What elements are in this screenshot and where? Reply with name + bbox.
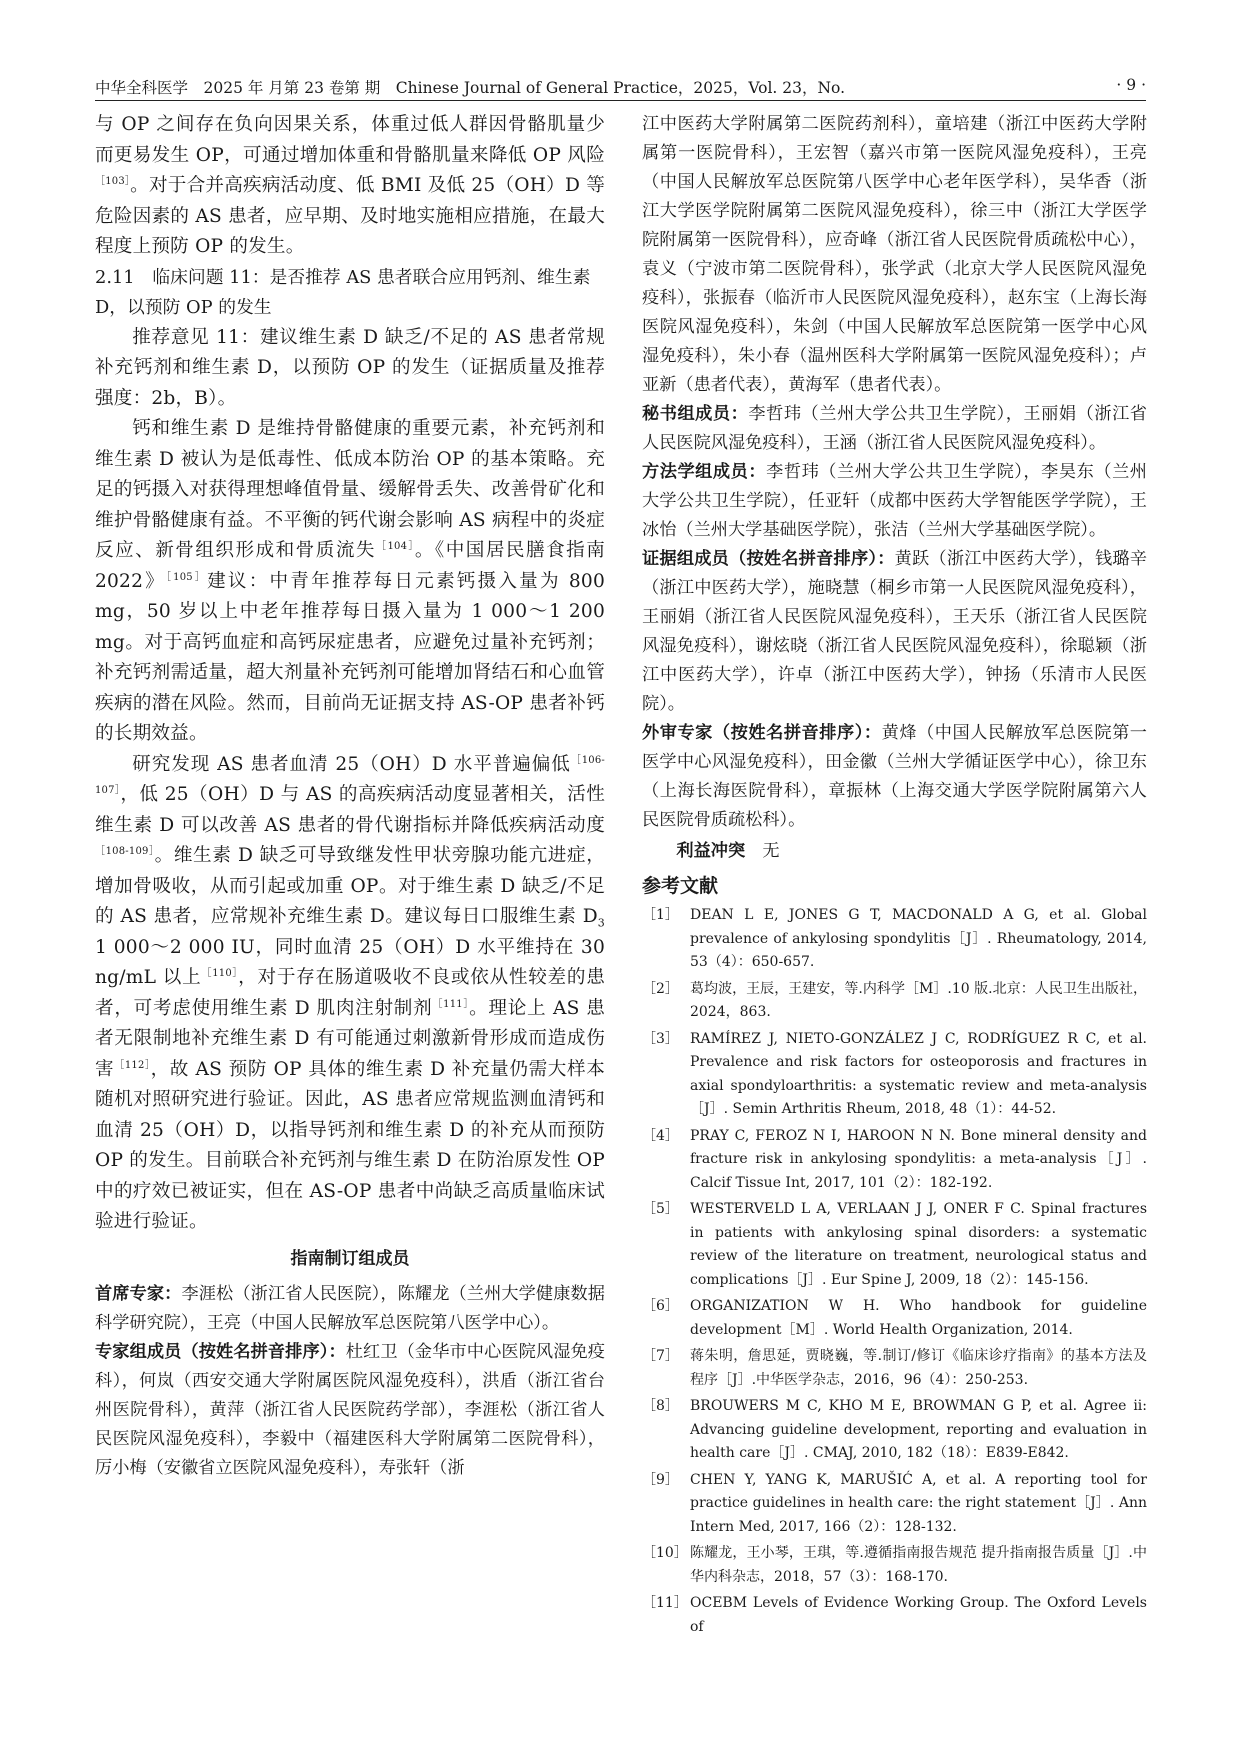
reference-text: BROUWERS M C, KHO M E, BROWMAN G P, et al. Agree ii: Advancing guideline development, reporting and evaluation in health care［J］. CMAJ, 2010, 182（18）：E839-E842.: [690, 1398, 1147, 1461]
expert-group-continued: 江中医药大学附属第二医院药剂科），童培建（浙江中医药大学附属第一医院骨科），王宏智（嘉兴市第一医院风湿免疫科），王亮（中国人民解放军总医院第八医学中心老年医学科），吴华香（浙江大学医学院附属第二医院风湿免疫科），徐三中（浙江大学医学院附属第一医院骨科），应奇峰（浙江省人民医院骨质疏松中心），袁义（宁波市第二医院骨科），张学武（北京大学人民医院风湿免疫科），张振春（临沂市人民医院风湿免疫科），赵东宝（上海长海医院风湿免疫科），朱剑（中国人民解放军总医院第一医学中心风湿免疫科），朱小春（温州医科大学附属第一医院风湿免疫科）；卢亚新（患者代表），黄海军（患者代表）。: [642, 114, 1147, 395]
left-column: [95, 110, 605, 1483]
reference-number: ［1］: [642, 907, 679, 923]
external-reviewers: 外审专家（按姓名拼音排序）：黄烽（中国人民解放军总医院第一医学中心风湿免疫科），田金徽（兰州大学循证医学中心），徐卫东（上海长海医院骨科），章振林（上海交通大学医学院附属第六人民医院骨质疏松科）。: [642, 723, 1147, 830]
reference-item: [642, 1592, 1147, 1639]
reference-number: ［4］: [642, 1127, 679, 1144]
reference-item: [642, 978, 1147, 1025]
right-column: [642, 110, 1147, 1642]
recommendation: 推荐意见 11：建议维生素 D 缺乏/不足的 AS 患者常规补充钙剂和维生素 D，以预防 OP 的发生（证据质量及推荐强度：2b，B）。: [95, 326, 605, 409]
reference-number: ［11］: [642, 1595, 688, 1611]
reference-item: [642, 1345, 1147, 1392]
reference-item: [642, 1198, 1147, 1292]
reference-text: 蒋朱明，詹思延，贾晓巍，等.制订/修订《临床诊疗指南》的基本方法及程序［J］.中华医学杂志，2016，96（4）：250-253.: [690, 1348, 1147, 1388]
citation[interactable]: ［110］: [201, 967, 239, 979]
reference-item: [642, 1295, 1147, 1342]
reference-text: CHEN Y, YANG K, MARUŠIĆ A, et al. A reporting tool for practice guidelines in health care: the right statement［J］. Ann Intern Med, 2017, 166（2）：128-132.: [690, 1471, 1147, 1535]
citation[interactable]: ［111］: [432, 998, 470, 1010]
reference-text: ORGANIZATION W H. Who handbook for guideline development［M］. World Health Organization, 2014.: [690, 1298, 1147, 1338]
reference-item: [642, 1542, 1147, 1589]
citation[interactable]: ［108-109］: [95, 845, 155, 857]
citation[interactable]: ［105］: [165, 571, 208, 583]
journal-info: 中华全科医学 2025 年 月第 23 卷第 期 Chinese Journal of General Practice，2025，Vol. 23，No.: [95, 79, 846, 97]
reference-text: PRAY C, FEROZ N I, HAROON N N. Bone mineral density and fracture risk in ankylosing spondylitis: a meta-analysis［J］. Calcif Tissue Int, 2017, 101（2）：182-192.: [690, 1127, 1147, 1191]
reference-number: ［3］: [642, 1030, 679, 1047]
reference-item: [642, 1395, 1147, 1466]
reference-item: [642, 1028, 1147, 1122]
reference-number: ［7］: [642, 1348, 679, 1364]
reference-number: ［2］: [642, 980, 679, 997]
reference-number: ［9］: [642, 1471, 679, 1488]
reference-item: [642, 904, 1147, 975]
reference-text: OCEBM Levels of Evidence Working Group. The Oxford Levels of: [690, 1595, 1147, 1635]
citation[interactable]: ［106-107］: [95, 754, 606, 796]
reference-number: ［8］: [642, 1398, 679, 1414]
chief-experts: 首席专家：李涯松（浙江省人民医院），陈耀龙（兰州大学健康数据科学研究院），王亮（中国人民解放军总医院第八医学中心）。: [95, 1283, 605, 1333]
paragraph: 钙和维生素 D 是维持骨骼健康的重要元素，补充钙剂和维生素 D 被认为是低毒性、低成本防治 OP 的基本策略。充足的钙摄入对获得理想峰值骨量、缓解骨丢失、改善骨矿化和维护骨骼健康有益。不平衡的钙代谢会影响 AS 病程中的炎症反应、新骨组织形成和骨质流失$^{[104]}$。《中国居民膳食指南 2022》$^{[105]}$建议：中青年推荐每日元素钙摄入量为 800 mg，50 岁以上中老年推荐每日摄入量为 1 000～1 200 mg。对于高钙血症和高钙尿症患者，应避免过量补充钙剂；补充钙剂需适量，超大剂量补充钙剂可能增加肾结石和心血管疾病的潜在风险。然而，目前尚无证据支持 AS-OP 患者补钙的长期效益。: [95, 418, 606, 744]
reference-text: 陈耀龙，王小琴，王琪，等.遵循指南报告规范 提升指南报告质量［J］.中华内科杂志，2018，57（3）：168-170.: [690, 1545, 1147, 1585]
reference-text: DEAN L E, JONES G T, MACDONALD A G, et al. Global prevalence of ankylosing spondylitis［J］. Rheumatology, 2014, 53（4）：650-657.: [690, 907, 1147, 970]
expert-group: 专家组成员（按姓名拼音排序）：杜红卫（金华市中心医院风湿免疫科），何岚（西安交通大学附属医院风湿免疫科），洪盾（浙江省台州医院骨科），黄萍（浙江省人民医院药学部），李涯松（浙江省人民医院风湿免疫科），李毅中（福建医科大学附属第二医院骨科），厉小梅（安徽省立医院风湿免疫科），寿张轩（浙: [95, 1341, 605, 1478]
conflict-of-interest: 利益冲突 无: [676, 841, 780, 861]
reference-text: RAMÍREZ J, NIETO-GONZÁLEZ J C, RODRÍGUEZ R C, et al. Prevalence and risk factors for osteoporosis and fractures in axial spondyloarthritis: a systematic review and meta-analysis［J］. Semin Arthritis Rheum, 2018, 48（1）：44-52.: [690, 1030, 1147, 1117]
reference-item: [642, 1469, 1147, 1540]
reference-item: [642, 1125, 1147, 1196]
paragraph: 与 OP 之间存在负向因果关系，体重过低人群因骨骼肌量少而更易发生 OP，可通过增加体重和骨骼肌量来降低 OP 风险$^{[103]}$。对于合并高疾病活动度、低 BMI 及低 25（OH）D 等危险因素的 AS 患者，应早期、及时地实施相应措施，在最大程度上预防 OP 的发生。: [95, 114, 606, 257]
committee-title: 指南制订组成员: [290, 1248, 410, 1269]
paragraph: 研究发现 AS 患者血清 25（OH）D 水平普遍偏低$^{[106-107]}$，低 25（OH）D 与 AS 的高疾病活动度显著相关，活性维生素 D 可以改善 AS 患者的骨代谢指标并降低疾病活动度$^{[108-109]}$。维生素 D 缺乏可导致继发性甲状旁腺功能亢进症，增加骨吸收，从而引起或加重 OP。对于维生素 D 缺乏/不足的 AS 患者，应常规补充维生素 D。建议每日口服维生素 $D_3$ 1 000～2 000 IU，同时血清 25（OH）D 水平维持在 30 ng/mL 以上$^{[110]}$，对于存在肠道吸收不良或依从性较差的患者，可考虑使用维生素 D 肌肉注射制剂$^{[111]}$。理论上 AS 患者无限制地补充维生素 D 有可能通过刺激新骨形成而造成伤害$^{[112]}$，故 AS 预防 OP 具体的维生素 D 补充量仍需大样本随机对照研究进行验证。因此，AS 患者应常规监测血清钙和血清 25（OH）D，以指导钙剂和维生素 D 的补充从而预防 OP 的发生。目前联合补充钙剂与维生素 D 在防治原发性 OP 中的疗效已被证实，但在 AS-OP 患者中尚缺乏高质量临床试验进行验证。: [95, 753, 606, 1232]
secretary-group: 秘书组成员：李哲玮（兰州大学公共卫生学院），王丽娟（浙江省人民医院风湿免疫科），王涵（浙江省人民医院风湿免疫科）。: [642, 404, 1147, 453]
reference-number: ［6］: [642, 1298, 679, 1314]
citation[interactable]: ［104］: [375, 540, 415, 552]
section-heading: 2.11 临床问题 11：是否推荐 AS 患者联合应用钙剂、维生素 D，以预防 OP 的发生: [95, 266, 591, 318]
reference-list: [642, 904, 1147, 1639]
methodology-group: 方法学组成员：李哲玮（兰州大学公共卫生学院），李昊东（兰州大学公共卫生学院），任亚轩（成都中医药大学智能医学学院），王冰怡（兰州大学基础医学院），张洁（兰州大学基础医学院）。: [642, 462, 1147, 540]
reference-number: ［5］: [642, 1201, 679, 1217]
reference-text: 葛均波，王辰，王建安，等.内科学［M］.10 版.北京：人民卫生出版社，2024，863.: [690, 980, 1147, 1020]
running-header: [95, 70, 1146, 101]
references-title: 参考文献: [642, 875, 719, 897]
reference-text: WESTERVELD L A, VERLAAN J J, ONER F C. Spinal fractures in patients with ankylosing spinal disorders: a systematic review of the literature on treatment, neurological status and complications［J］. Eur Spine J, 2009, 18（2）：145-156.: [690, 1201, 1147, 1288]
evidence-group: 证据组成员（按姓名拼音排序）：黄跃（浙江中医药大学），钱璐辛（浙江中医药大学），施晓慧（桐乡市第一人民医院风湿免疫科），王丽娟（浙江省人民医院风湿免疫科），王天乐（浙江省人民医院风湿免疫科），谢炫晓（浙江省人民医院风湿免疫科），徐聪颖（浙江中医药大学），许卓（浙江中医药大学），钟扬（乐清市人民医院）。: [642, 549, 1147, 714]
page-number: · 9 ·: [1116, 76, 1146, 94]
citation[interactable]: ［103］: [95, 175, 131, 187]
citation[interactable]: ［112］: [114, 1059, 151, 1071]
reference-number: ［10］: [642, 1545, 688, 1561]
